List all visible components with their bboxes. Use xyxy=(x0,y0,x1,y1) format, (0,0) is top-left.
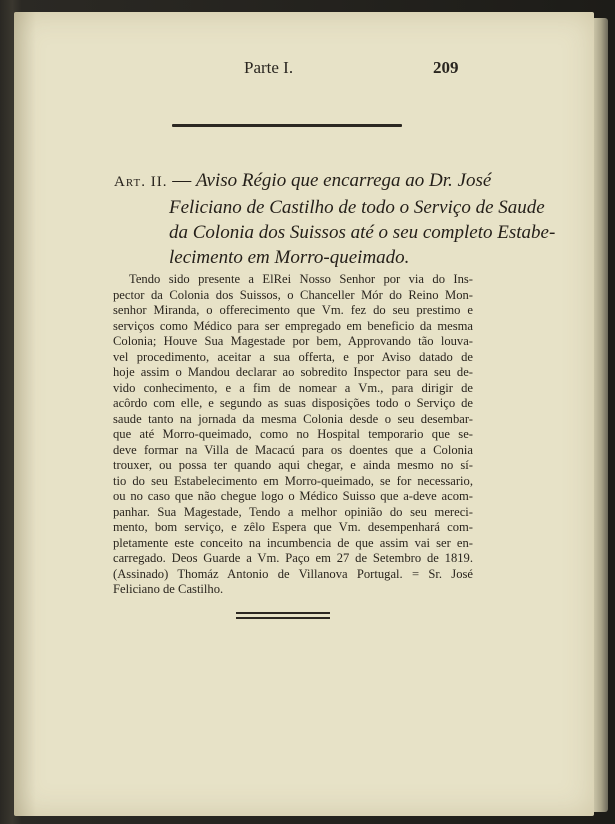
page-edge xyxy=(594,18,608,812)
text-line: deve formar na Villa de Macacú para os doentes que a Colonia xyxy=(113,442,473,457)
page-number: 209 xyxy=(433,58,459,77)
text-line: que até Morro-queimado, como no Hospital temporario que se- xyxy=(113,427,473,441)
text-line: pector da Colonia dos Suissos, o Chanceller Mór do Reino Mon- xyxy=(113,287,473,302)
rule-line xyxy=(236,612,330,614)
text-line: ou no caso que não chegue logo o Médico Suisso que a-deve acom- xyxy=(113,489,473,503)
text-line: senhor Miranda, o offerecimento que Vm. fez do seu prestimo e xyxy=(113,303,473,317)
top-rule xyxy=(172,124,402,127)
text-line: Tendo sido presente a ElRei Nosso Senhor por via do Ins- xyxy=(129,272,473,286)
text-line: Colonia; Houve Sua Magestade por bem, Approvando tão louva- xyxy=(113,334,473,348)
text-line: trouxer, ou possa ter quando aqui chegar, e ainda mesmo no sí- xyxy=(113,458,473,472)
article-title-line: Aviso Régio que encarrega ao Dr. José xyxy=(195,170,492,191)
article-dash: — xyxy=(172,170,192,191)
text-line: vido conhecimento, e a fim de nomear a Vm., para dirigir de xyxy=(113,380,473,395)
body-paragraph xyxy=(113,272,473,598)
text-line: pletamente este conceito na incumbencia de que assim vai ser en- xyxy=(113,535,473,550)
heading-line xyxy=(114,168,492,195)
text-line: saude tanto na jornada da mesma Colonia desde o seu desembar- xyxy=(113,411,473,426)
article-title-line: da Colonia dos Suissos até o seu completo Estabe- xyxy=(169,222,556,243)
text-line: panhar. Sua Magestade, Tendo a melhor opinião do seu mereci- xyxy=(113,504,473,519)
article-title-line: lecimento em Morro-queimado. xyxy=(169,247,410,268)
text-line: carregado. Deos Guarde a Vm. Paço em 27 de Setembro de 1819. xyxy=(113,551,473,565)
text-line: vel procedimento, aceitar a sua offerta, e por Aviso datado de xyxy=(113,349,473,364)
article-heading xyxy=(114,168,556,270)
text-line: acôrdo com elle, e segundo as suas disposições todo o Serviço de xyxy=(113,396,473,410)
gutter-shadow xyxy=(14,12,36,816)
running-head: Parte I. xyxy=(244,58,294,77)
text-line: (Assinado) Thomáz Antonio de Villanova Portugal. = Sr. José xyxy=(113,566,473,581)
rule-line xyxy=(236,617,330,619)
text-line: Feliciano de Castilho. xyxy=(113,582,224,596)
text-line: hoje assim o Mandou declarar ao sobredito Inspector para seu de- xyxy=(113,365,473,379)
article-title-line: Feliciano de Castilho de todo o Serviço de Saude xyxy=(169,197,545,218)
bottom-double-rule xyxy=(236,612,330,620)
text-line: serviços como Médico para ser empregado em beneficio da mesma xyxy=(113,318,473,333)
text-line: mento, bom serviço, e zêlo Espera que Vm. desempenhará com- xyxy=(113,520,473,534)
text-line: tio do seu Estabelecimento em Morro-queimado, se for necessario, xyxy=(113,473,473,488)
article-label: Art. II. xyxy=(114,174,168,190)
